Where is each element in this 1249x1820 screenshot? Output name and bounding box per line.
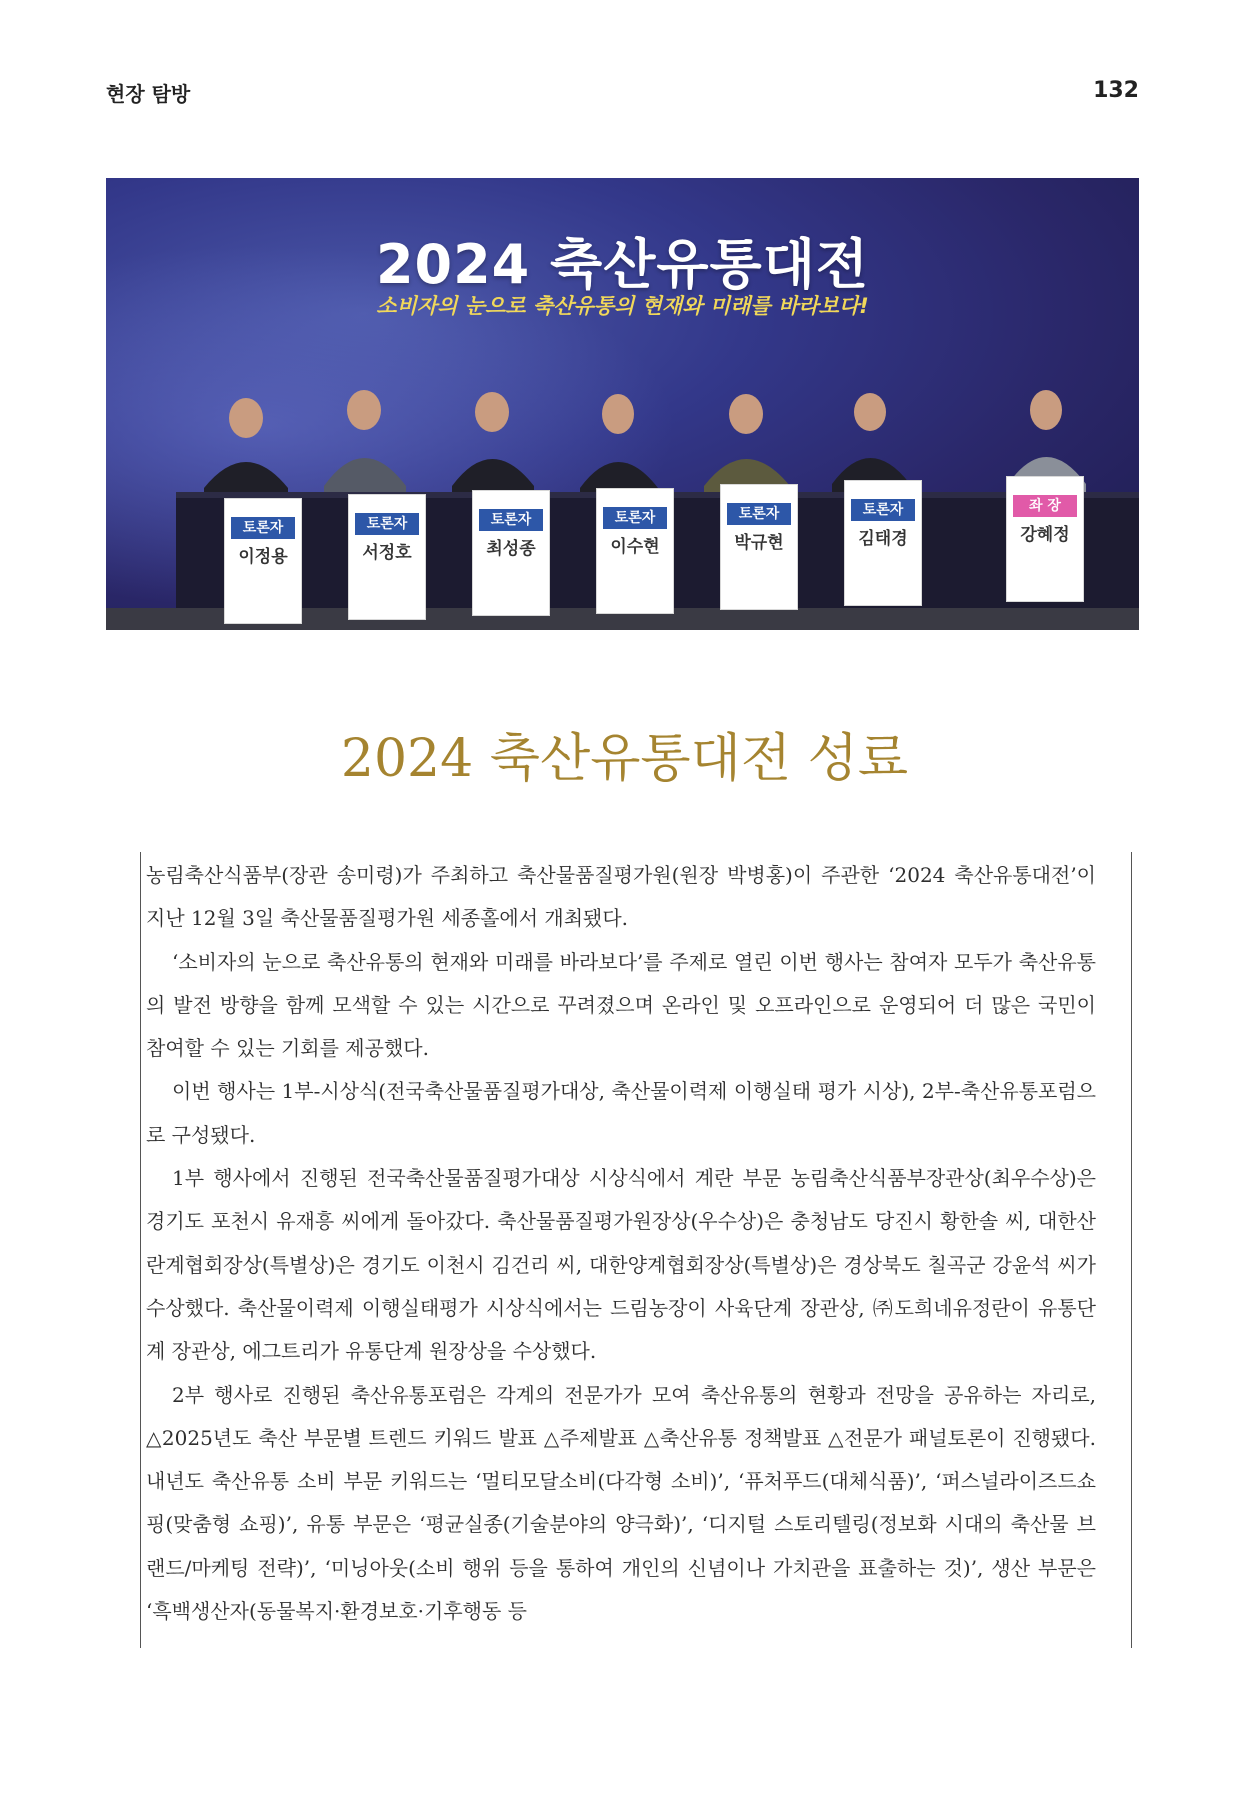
article-title: 2024 축산유통대전 성료 xyxy=(340,729,909,789)
nameplate xyxy=(348,494,426,620)
nameplate-name: 이정용 xyxy=(238,547,288,567)
nameplate-name: 강혜정 xyxy=(1020,525,1070,545)
nameplate xyxy=(472,490,550,616)
nameplate xyxy=(596,488,674,614)
nameplate xyxy=(1006,476,1084,602)
article-body xyxy=(146,854,1096,1633)
nameplate-name: 서정호 xyxy=(362,543,412,563)
nameplate-name: 김태경 xyxy=(858,529,908,549)
nameplate-role: 좌 장 xyxy=(1013,495,1077,517)
article-paragraph: 2부 행사로 진행된 축산유통포럼은 각계의 전문가가 모여 축산유통의 현황과 전망을 공유하는 자리로, △2025년도 축산 부문별 트렌드 키워드 발표 △주제발표 △축산유통 정책발표 △전문가 패널토론이 진행됐다. 내년도 축산유통 소비 부문 키워드는 ‘멀티모달소비(다각형 소비)’, ‘퓨처푸드(대체식품)’, ‘퍼스널라이즈드쇼핑(맞춤형 쇼핑)’, 유통 부문은 ‘평균실종(기술분야의 양극화)’, ‘디지털 스토리텔링(정보화 시대의 축산물 브랜드/마케팅 전략)’, ‘미닝아웃(소비 행위 등을 통하여 개인의 신념이나 가치관을 표출하는 것)’, 생산 부문은 ‘흑백생산자(동물복지·환경보호·기후행동 등 xyxy=(146,1382,1096,1624)
nameplate xyxy=(720,484,798,610)
right-rule xyxy=(1131,852,1132,1648)
nameplate xyxy=(844,480,922,606)
banner-subtitle: 소비자의 눈으로 축산유통의 현재와 미래를 바라보다! xyxy=(376,294,869,318)
article-paragraph: ‘소비자의 눈으로 축산유통의 현재와 미래를 바라보다’를 주제로 열린 이번 행사는 참여자 모두가 축산유통의 발전 방향을 함께 모색할 수 있는 시간으로 꾸려졌으며 온라인 및 오프라인으로 운영되어 더 많은 국민이 참여할 수 있는 기회를 제공했다. xyxy=(146,949,1096,1061)
page-number: 132 xyxy=(1093,78,1139,103)
nameplate-role: 토론자 xyxy=(727,503,791,525)
nameplate-role: 토론자 xyxy=(355,513,419,535)
banner-title: 2024 축산유통대전 xyxy=(375,233,870,296)
nameplate-name: 최성종 xyxy=(486,539,536,559)
nameplate-name: 이수현 xyxy=(610,537,660,557)
article-paragraph: 농림축산식품부(장관 송미령)가 주최하고 축산물품질평가원(원장 박병홍)이 주관한 ‘2024 축산유통대전’이 지난 12월 3일 축산물품질평가원 세종홀에서 개최됐다. xyxy=(146,863,1096,931)
nameplate-role: 토론자 xyxy=(851,499,915,521)
article-paragraph: 이번 행사는 1부-시상식(전국축산물품질평가대상, 축산물이력제 이행실태 평가 시상), 2부-축산유통포럼으로 구성됐다. xyxy=(146,1079,1096,1147)
nameplate-role: 토론자 xyxy=(231,517,295,539)
article-paragraph: 1부 행사에서 진행된 전국축산물품질평가대상 시상식에서 계란 부문 농림축산식품부장관상(최우수상)은 경기도 포천시 유재흥 씨에게 돌아갔다. 축산물품질평가원장상(우수상)은 충청남도 당진시 황한솔 씨, 대한산란계협회장상(특별상)은 경기도 이천시 김건리 씨, 대한양계협회장상(특별상)은 경상북도 칠곡군 강윤석 씨가 수상했다. 축산물이력제 이행실태평가 시상식에서는 드림농장이 사육단계 장관상, ㈜도희네유정란이 유통단계 장관상, 에그트리가 유통단계 원장상을 수상했다. xyxy=(146,1166,1096,1364)
section-label: 현장 탐방 xyxy=(106,82,191,106)
nameplate-role: 토론자 xyxy=(479,509,543,531)
event-photo xyxy=(106,178,1139,630)
nameplate xyxy=(224,498,302,624)
nameplate-name: 박규현 xyxy=(734,533,784,553)
left-rule xyxy=(140,852,141,1648)
nameplate-role: 토론자 xyxy=(603,507,667,529)
